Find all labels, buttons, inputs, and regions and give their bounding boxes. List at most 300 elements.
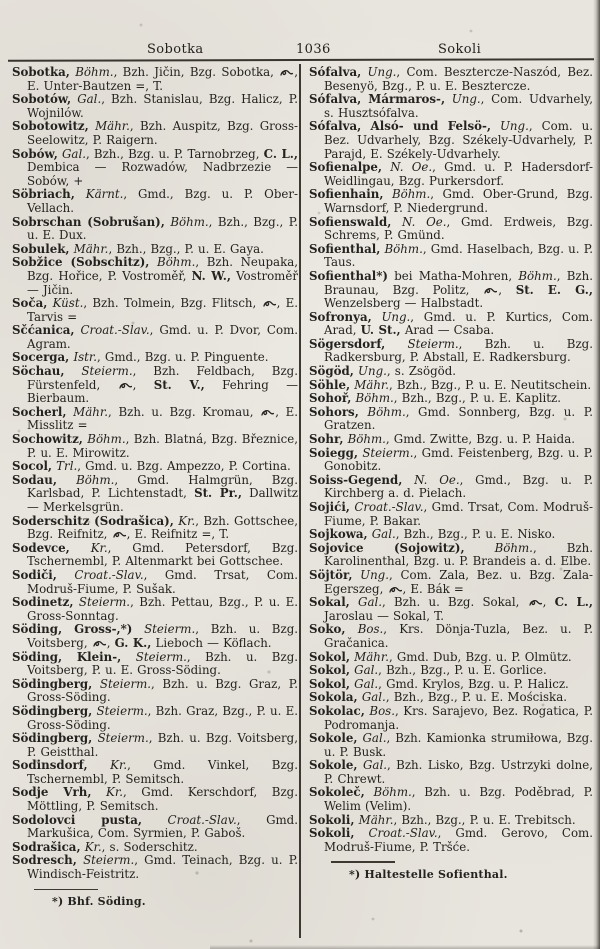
entry-region-abbrev: Trl. <box>52 459 78 474</box>
entry-bold-text: Sofienthal*) <box>309 268 388 283</box>
entry-bold-text: Sófalva, Mármaros-, <box>309 92 446 107</box>
entry-region-abbrev: Böhm. <box>364 785 412 800</box>
entry-bold-text: Sobotów, <box>12 92 72 107</box>
gazetteer-entry <box>12 365 298 406</box>
entry-region-abbrev: Böhm. <box>518 268 557 283</box>
gazetteer-entry <box>309 623 593 650</box>
entry-region-abbrev: N. Oe. <box>391 214 447 229</box>
entry-bold-text: Sokoleč, <box>309 785 365 800</box>
entry-text: , Bzh., Bzg., P. u. E. Kaplitz. <box>393 391 562 406</box>
entry-bold-text: Sodolovci pusta, <box>12 812 142 827</box>
entry-text: , Bzh. Karolinenthal, Bzg. u. P. Brandeis a. d. Elbe. <box>324 540 593 569</box>
entry-text: , Gmd. u. Bzg. Ampezzo, P. Cortina. <box>77 459 291 474</box>
entry-bold-text: Sohoř, <box>309 391 352 406</box>
entry-region-abbrev: Croat.-Slav. <box>74 323 150 338</box>
entry-region-abbrev: Ung. <box>490 119 529 134</box>
entry-bold-text: Södingberg, <box>12 703 93 718</box>
entry-bold-text: Sojkowa, <box>309 527 368 542</box>
gazetteer-entry <box>12 814 298 841</box>
gazetteer-entry <box>12 460 298 474</box>
entry-bold-text: C. L., <box>263 146 298 161</box>
entry-region-abbrev: Steierm. <box>92 731 149 746</box>
posthorn-icon <box>389 586 402 594</box>
entries-left <box>12 66 298 882</box>
gazetteer-entry <box>309 243 593 270</box>
entry-region-abbrev: N. Oe. <box>382 160 433 175</box>
entry-bold-text: Sokolac, <box>309 703 365 718</box>
footnote-rule-right <box>331 861 395 862</box>
entry-text: , Com. Besztercze-Naszód, Bez. Besenyö, Bzg., P. u. E. Besztercze. <box>324 65 593 93</box>
entry-text: , Gmd. Trsat, Com. Modruš-Fiume, P. Sušak. <box>27 567 298 596</box>
entry-text: , Bzh. Auspitz, Bzg. Gross-Seelowitz, P. Raigern. <box>27 119 298 147</box>
entry-bold-text: Sochowitz, <box>12 432 83 447</box>
gazetteer-entry <box>309 678 593 692</box>
gazetteer-entry <box>309 433 593 447</box>
entry-text: , Bzh. u. Bzg. Graz, P. Gross-Söding. <box>27 676 298 705</box>
entry-text: , E. Bák = <box>402 581 464 596</box>
entry-region-abbrev: Böhm. <box>380 241 423 256</box>
entry-bold-text: Sodje Vrh, <box>12 785 92 800</box>
posthorn-icon <box>261 409 274 417</box>
posthorn-icon <box>280 69 293 77</box>
entry-text: Wenzelsberg — Halbstadt. <box>324 296 484 311</box>
gazetteer-entry <box>12 256 298 297</box>
entry-bold-text: Soiegg, <box>309 445 358 460</box>
gazetteer-entry <box>12 854 298 881</box>
entry-text: , Bzh. Lisko, Bzg. Ustrzyki dolne, P. Chrewt. <box>324 758 593 786</box>
gazetteer-entry <box>12 759 298 786</box>
gazetteer-entry <box>309 120 593 161</box>
gazetteer-entry <box>309 501 593 528</box>
entry-bold-text: Sofienalpe, <box>309 160 383 175</box>
entry-bold-text: Sobów, <box>12 146 58 161</box>
entry-region-abbrev: Ung. <box>445 92 481 107</box>
entry-text: , Bzh. Pettau, Bzg., P. u. E. Gross-Sonntag. <box>27 595 298 623</box>
header-rule <box>8 58 594 62</box>
entry-text: , Bzh. u. Bzg. Sokal, <box>382 595 528 610</box>
entry-bold-text: Sodinetz, <box>12 595 74 610</box>
entry-text: , Gmd. Erdweis, Bzg. Schrems, P. Gmünd. <box>324 214 593 243</box>
entry-region-abbrev: Ung. <box>371 309 411 324</box>
entry-bold-text: G. K., <box>114 635 152 650</box>
entries-right <box>309 66 593 854</box>
entry-text: , Bzh. Feldbach, Bzg. Fürstenfeld, <box>27 364 298 392</box>
footnote-right: *) Haltestelle Sofienthal. <box>349 867 508 881</box>
entry-text: , Bzh. Kamionka strumiłowa, Bzg. u. P. Busk. <box>324 731 593 759</box>
entry-region-abbrev: Steierm. <box>92 703 148 718</box>
entry-bold-text: U. St., <box>360 323 401 338</box>
gazetteer-entry <box>309 66 593 93</box>
entry-text: , Gmd. Gerovo, Com. Modruš-Fiume, P. Tršće. <box>324 826 593 854</box>
gazetteer-entry <box>12 433 298 460</box>
entry-text: , Gmd. u. P. Hadersdorf-Weidlingau, Bzg. Purkersdorf. <box>324 160 593 188</box>
running-head-right: Sokoli <box>438 42 482 57</box>
entry-text: , Bzh., Bzg., P. u. E. Nisko. <box>395 527 556 542</box>
entry-text: , Com. Udvarhely, s. Husztsófalva. <box>324 92 593 120</box>
entry-bold-text: Sojovice (Sojowitz), <box>309 540 465 555</box>
entry-region-abbrev: Böhm. <box>464 540 533 555</box>
gazetteer-entry <box>12 542 298 569</box>
gazetteer-entry <box>12 148 298 189</box>
posthorn-icon <box>93 640 106 648</box>
gazetteer-entry <box>309 474 593 501</box>
entry-text: , Bzh. u. Bzg. Poděbrad, P. Welim (Velim). <box>324 785 593 814</box>
entry-text: , Krs. Dönja-Tuzla, Bez. u. P. Gračanica. <box>324 622 593 650</box>
gazetteer-entry <box>12 406 298 433</box>
entry-bold-text: Sobotowitz, <box>12 119 89 134</box>
entry-region-abbrev: Küst. <box>47 296 84 311</box>
entry-region-abbrev: Mähr. <box>354 812 394 827</box>
gazetteer-entry <box>309 216 593 243</box>
entry-bold-text: Söding, Gross-,*) <box>12 622 133 637</box>
entry-text: , s. Zsögöd. <box>386 364 457 379</box>
entry-text: , <box>542 595 555 610</box>
entry-text: , Gmd. Ober-Grund, Bzg. Warnsdorf, P. Niedergrund. <box>324 187 593 215</box>
gazetteer-entry <box>12 651 298 678</box>
entry-text: , Krs. Sarajevo, Bez. Rogatica, P. Podromanja. <box>324 703 593 732</box>
entry-bold-text: Sokol, <box>309 649 351 664</box>
entry-region-abbrev: Bos. <box>345 622 384 637</box>
entry-bold-text: Sokoli, <box>309 826 355 841</box>
entry-text: Lieboch — Köflach. <box>151 635 272 650</box>
gazetteer-entry <box>12 66 298 93</box>
entry-text: Dembica — Rozwadów, Nadbrzezie — Sobów, + <box>27 160 298 188</box>
entry-bold-text: C. L., <box>554 595 593 610</box>
entry-region-abbrev: Croat.-Slav. <box>354 826 438 841</box>
entry-bold-text: Sokoli, <box>309 812 355 827</box>
gazetteer-entry <box>12 678 298 705</box>
entry-region-abbrev: Steierm. <box>64 364 133 379</box>
gazetteer-entry <box>12 474 298 515</box>
gazetteer-entry <box>309 528 593 542</box>
entry-bold-text: Sokal, <box>309 595 350 610</box>
entry-text: , Bzh. Braunau, Bzg. Politz, <box>324 268 593 297</box>
entry-text: , Gmd. Kerschdorf, Bzg. Möttling, P. Semitsch. <box>27 785 298 814</box>
gazetteer-entry <box>309 365 593 379</box>
gazetteer-entry <box>309 447 593 474</box>
entry-text: , Gmd. Markušica, Com. Syrmien, P. Gaboš. <box>27 812 298 841</box>
entry-bold-text: Sodiči, <box>12 567 57 582</box>
entry-bold-text: Söhle, <box>309 377 351 392</box>
entry-region-abbrev: Gal. <box>367 527 396 542</box>
entry-bold-text: Södingberg, <box>12 676 93 691</box>
entry-bold-text: Sobulek, <box>12 241 70 256</box>
entry-region-abbrev: N. Oe. <box>402 472 460 487</box>
entry-text: , Gmd. Haselbach, Bzg. u. P. Taus. <box>324 241 593 270</box>
gazetteer-entry <box>309 270 593 311</box>
entry-region-abbrev: Kr. <box>87 758 128 773</box>
gazetteer-entry <box>309 814 593 828</box>
entry-text: Fehring — Bierbaum. <box>27 377 298 406</box>
gazetteer-entry <box>309 691 593 705</box>
gazetteer-entry <box>309 759 593 786</box>
entry-region-abbrev: Croat.-Slav. <box>141 812 237 827</box>
gazetteer-entry <box>309 93 593 120</box>
entry-text: , Bzh. u. Bzg. Voitsberg, <box>27 622 298 650</box>
entry-text: , E. Tarvis = <box>27 296 298 324</box>
entry-text: , s. Soderschitz. <box>101 839 198 854</box>
paper-speckles <box>0 0 2 2</box>
gazetteer-entry <box>309 705 593 732</box>
entry-text: bei Matha-Mohren, <box>387 268 519 283</box>
entry-bold-text: Sokol, <box>309 676 351 691</box>
entry-bold-text: Socherl, <box>12 404 67 419</box>
column-right <box>309 66 593 881</box>
entry-text: , Gmd. Petersdorf, Bzg. Tschernembl, P. Altenmarkt bei Gottschee. <box>27 540 298 569</box>
entry-text: , Bzh. Gottschee, Bzg. Reifnitz, <box>27 513 298 542</box>
gazetteer-entry <box>12 243 298 257</box>
gazetteer-entry <box>12 786 298 813</box>
entry-region-abbrev: Böhm. <box>343 432 386 447</box>
entry-text: , Com. Zala, Bez. u. Bzg. Zala-Egerszeg, <box>324 567 594 596</box>
entry-region-abbrev: Mähr. <box>69 241 109 256</box>
entry-region-abbrev: Böhm. <box>69 65 114 79</box>
entry-text: , Gmd. Zwitte, Bzg. u. P. Haida. <box>385 432 576 447</box>
entry-text: , <box>498 282 516 297</box>
entry-text: , Gmd. Krylos, Bzg. u. P. Halicz. <box>378 676 569 691</box>
entry-region-abbrev: Böhm. <box>149 255 196 270</box>
entry-region-abbrev: Böhm. <box>82 432 126 447</box>
gazetteer-entry <box>12 515 298 542</box>
gazetteer-entry <box>309 542 593 569</box>
entry-bold-text: Sodinsdorf, <box>12 758 88 773</box>
entry-bold-text: Sófalva, <box>309 65 362 79</box>
entry-text: , Gmd. Trsat, Com. Modruš-Fiume, P. Bakar. <box>324 500 593 528</box>
entry-text: , Bzh. u. Bzg. Voitsberg, P. u. E. Gross-Söding. <box>27 649 298 678</box>
gazetteer-entry <box>12 120 298 147</box>
entry-region-abbrev: Ung. <box>353 364 387 379</box>
entry-text: , Bzh. Neupaka, Bzg. Hořice, P. Vostroměř, <box>27 255 298 283</box>
entry-bold-text: Sofronya, <box>309 309 372 324</box>
column-left <box>12 66 298 908</box>
entry-text: , Bzh., Bzg. u. P. Tarnobrzeg, <box>85 146 264 161</box>
entry-region-abbrev: Mähr. <box>88 119 130 134</box>
entry-region-abbrev: Kr. <box>69 540 108 555</box>
entry-text: , Gmd. Teinach, Bzg. u. P. Windisch-Feistritz. <box>27 853 298 882</box>
entry-bold-text: Sodau, <box>12 472 57 487</box>
entry-text: , Bzh. Blatná, Bzg. Březnice, P. u. E. Mirowitz. <box>27 432 298 460</box>
entry-bold-text: N. W., <box>191 268 231 283</box>
gazetteer-entry <box>12 216 298 243</box>
entry-region-abbrev: Gal. <box>357 758 387 773</box>
entry-bold-text: Sobrschan (Sobrušan), <box>12 214 165 229</box>
running-head-left: Sobotka <box>147 42 204 57</box>
column-divider <box>299 64 301 938</box>
posthorn-icon <box>119 382 132 390</box>
entry-bold-text: Sögöd, <box>309 364 354 379</box>
gazetteer-entry <box>12 705 298 732</box>
entry-text: , Gmd., Bzg. u. P. Pinguente. <box>97 350 269 365</box>
gazetteer-entry <box>12 623 298 650</box>
posthorn-icon <box>113 531 126 539</box>
entry-text: , Gmd. Dub, Bzg. u. P. Olmütz. <box>388 649 572 664</box>
entry-bold-text: Soča, <box>12 296 48 311</box>
entry-region-abbrev: Gal. <box>350 663 379 678</box>
gazetteer-entry <box>12 188 298 215</box>
entry-text: , Bzh., Bzg., P. u. E. Neutitschein. <box>389 377 592 392</box>
entry-bold-text: St. V., <box>153 377 205 392</box>
posthorn-icon <box>484 287 497 295</box>
entry-bold-text: Sofienthal, <box>309 241 381 256</box>
entry-region-abbrev: Böhm. <box>164 214 209 229</box>
entry-region-abbrev: Gal. <box>57 146 86 161</box>
entry-region-abbrev: Bos. <box>364 703 395 718</box>
entry-text: , Bzh., Bzg., P. u. E. Dux. <box>27 214 298 243</box>
gazetteer-entry <box>309 392 593 406</box>
scan-edge-right <box>593 0 600 949</box>
entry-text: , Bzh. u. Bzg. Voitsberg, P. Geistthal. <box>27 731 298 759</box>
entry-text: , Gmd., Bzg. u. P. Ober-Vellach. <box>27 187 298 215</box>
entry-region-abbrev: Kr. <box>80 839 102 854</box>
entry-region-abbrev: Ung. <box>361 65 397 79</box>
footnote-rule-left <box>34 889 98 890</box>
entry-text: , Gmd. u. P. Kurtics, Com. Arad, <box>324 309 593 338</box>
entry-text: , Gmd. Sonnberg, Bzg. u. P. Gratzen. <box>324 404 593 433</box>
entry-region-abbrev: Böhm. <box>56 472 115 487</box>
scan-edge-bottom <box>210 945 600 949</box>
page-number: 1036 <box>296 42 331 57</box>
entry-bold-text: Sodrašica, <box>12 839 81 854</box>
entry-bold-text: Sojići, <box>309 500 350 514</box>
entry-bold-text: Sokol, <box>309 663 351 678</box>
gazetteer-entry <box>12 569 298 596</box>
entry-text: , E. Misslitz = <box>27 404 299 433</box>
entry-text: Dallwitz — Merkelsgrün. <box>27 486 298 514</box>
entry-region-abbrev: Steierm. <box>121 649 187 664</box>
entry-region-abbrev: Croat.-Slav. <box>349 500 424 514</box>
entry-bold-text: Sokole, <box>309 731 358 746</box>
posthorn-icon <box>529 599 542 607</box>
entry-bold-text: Sčćanica, <box>12 323 75 338</box>
gazetteer-entry <box>309 188 593 215</box>
entry-region-abbrev: Steierm. <box>73 595 131 610</box>
entry-text: , Bzh. u. Bzg. Radkersburg, P. Abstall, E. Radkersburg. <box>324 336 593 365</box>
entry-region-abbrev: Kärnt. <box>74 187 124 202</box>
entry-bold-text: Sobžice (Sobschitz), <box>12 255 150 270</box>
entry-region-abbrev: Böhm. <box>358 404 406 419</box>
entry-bold-text: Söjtör, <box>309 567 353 582</box>
entry-bold-text: St. E. G., <box>515 282 593 297</box>
entry-text: , Gmd. u. P. Dvor, Com. Agram. <box>27 323 298 351</box>
gazetteer-entry <box>309 664 593 678</box>
entry-region-abbrev: Istr. <box>69 350 97 365</box>
gazetteer-entry <box>12 732 298 759</box>
entry-text: , Bzh. Jičin, Bzg. Sobotka, <box>113 65 280 79</box>
gazetteer-entry <box>309 338 593 365</box>
entry-region-abbrev: Gal. <box>357 690 386 705</box>
entry-text: , Bzh. Graz, Bzg., P. u. E. Gross-Söding. <box>27 703 298 732</box>
entry-text: , <box>106 635 115 650</box>
entry-region-abbrev: Steierm. <box>76 853 135 868</box>
entry-region-abbrev: Mähr. <box>350 377 390 392</box>
gazetteer-entry <box>12 841 298 855</box>
entry-bold-text: Soderschitz (Sodrašica), <box>12 513 174 528</box>
entry-text: , Bzh., Bzg., P. u. E. Trebitsch. <box>393 812 576 827</box>
entry-text: , Gmd. Halmgrün, Bzg. Karlsbad, P. Lichtenstadt, <box>27 472 298 501</box>
gazetteer-entry <box>309 569 593 596</box>
footnote-left: *) Bhf. Söding. <box>52 895 146 909</box>
entry-region-abbrev: Böhm. <box>383 187 431 202</box>
entry-bold-text: Söchau, <box>12 364 65 379</box>
entry-region-abbrev: Steierm. <box>357 445 414 460</box>
entry-region-abbrev: Steierm. <box>132 622 196 637</box>
entry-bold-text: Söding, Klein-, <box>12 649 122 664</box>
gazetteer-entry <box>12 596 298 623</box>
entry-bold-text: Sobotka, <box>12 65 70 79</box>
entry-text: , Gmd. Vinkel, Bzg. Tschernembl, P. Semitsch. <box>27 758 298 786</box>
gazetteer-entry <box>12 297 298 324</box>
entry-region-abbrev: Mähr. <box>350 649 389 664</box>
entry-text: , E. Unter-Bautzen =, T. <box>27 65 298 93</box>
entry-region-abbrev: Gal. <box>350 676 379 691</box>
entry-region-abbrev: Steierm. <box>385 336 459 351</box>
entry-bold-text: Soiss-Gegend, <box>309 472 403 487</box>
entry-bold-text: Sodresch, <box>12 853 77 868</box>
gazetteer-entry <box>309 651 593 665</box>
entry-text: , E. Reifnitz =, T. <box>126 527 230 542</box>
entry-text: Arad — Csaba. <box>400 323 495 338</box>
entry-bold-text: Sohors, <box>309 404 359 419</box>
gazetteer-entry <box>309 732 593 759</box>
entry-text: , Bzh. Tolmein, Bzg. Flitsch, <box>83 296 262 311</box>
gazetteer-entry <box>12 351 298 365</box>
entry-text: Jaroslau — Sokal, T. <box>324 608 444 623</box>
entry-bold-text: Sögersdorf, <box>309 336 386 351</box>
entry-region-abbrev: Mähr. <box>66 404 108 419</box>
gazetteer-entry <box>12 93 298 120</box>
entry-text: , Gmd. Feistenberg, Bzg. u. P. Gonobitz. <box>324 445 593 474</box>
entry-text: , <box>132 377 154 392</box>
entry-bold-text: St. Pr., <box>194 486 242 501</box>
entry-text: , Bzh., Bzg., P. u. E. Gorlice. <box>378 663 547 678</box>
entry-bold-text: Socerga, <box>12 350 70 365</box>
entry-bold-text: Södingberg, <box>12 731 93 746</box>
entry-text: , Gmd., Bzg. u. P. Kirchberg a. d. Pielach. <box>324 472 593 501</box>
entry-region-abbrev: Ung. <box>352 567 389 582</box>
gazetteer-entry <box>309 596 593 623</box>
entry-text: Vostroměř — Jičin. <box>27 268 298 297</box>
entry-region-abbrev: Kr. <box>173 513 196 528</box>
entry-bold-text: Soko, <box>309 622 346 637</box>
entry-bold-text: Sofienhain, <box>309 187 384 202</box>
entry-region-abbrev: Gal. <box>71 92 102 107</box>
entry-text: , Bzh. u. Bzg. Kromau, <box>107 404 261 419</box>
entry-region-abbrev: Croat.-Slav. <box>56 567 144 582</box>
entry-bold-text: Sodevce, <box>12 540 70 555</box>
entry-bold-text: Sohr, <box>309 432 344 447</box>
entry-bold-text: Söbriach, <box>12 187 75 202</box>
gazetteer-entry <box>309 786 593 813</box>
entry-bold-text: Sokole, <box>309 758 358 773</box>
entry-bold-text: Sofienswald, <box>309 214 392 229</box>
entry-bold-text: Socol, <box>12 459 53 474</box>
entry-text: , Bzh., Bzg., P. u. E. Gaya. <box>108 241 264 256</box>
entry-text: , Com. u. Bez. Udvarhely, Bzg. Székely-Udvarhely, P. Parajd, E. Székely-Udvarhely. <box>324 119 594 161</box>
entry-region-abbrev: Gal. <box>349 595 383 610</box>
entry-text: , Bzh. Stanislau, Bzg. Halicz, P. Wojnilów. <box>27 92 298 120</box>
posthorn-icon <box>263 300 276 308</box>
entry-region-abbrev: Böhm. <box>351 391 394 406</box>
gazetteer-entry <box>309 379 593 393</box>
entry-bold-text: Sófalva, Alsó- und Felsö-, <box>309 119 491 134</box>
gazetteer-entry <box>12 324 298 351</box>
entry-text: , Bzh., Bzg., P. u. E. Mościska. <box>385 690 567 705</box>
gazetteer-entry <box>309 311 593 338</box>
entry-region-abbrev: Steierm. <box>92 676 152 691</box>
gazetteer-entry <box>309 827 593 854</box>
entry-region-abbrev: Gal. <box>357 731 387 746</box>
gazetteer-entry <box>309 406 593 433</box>
